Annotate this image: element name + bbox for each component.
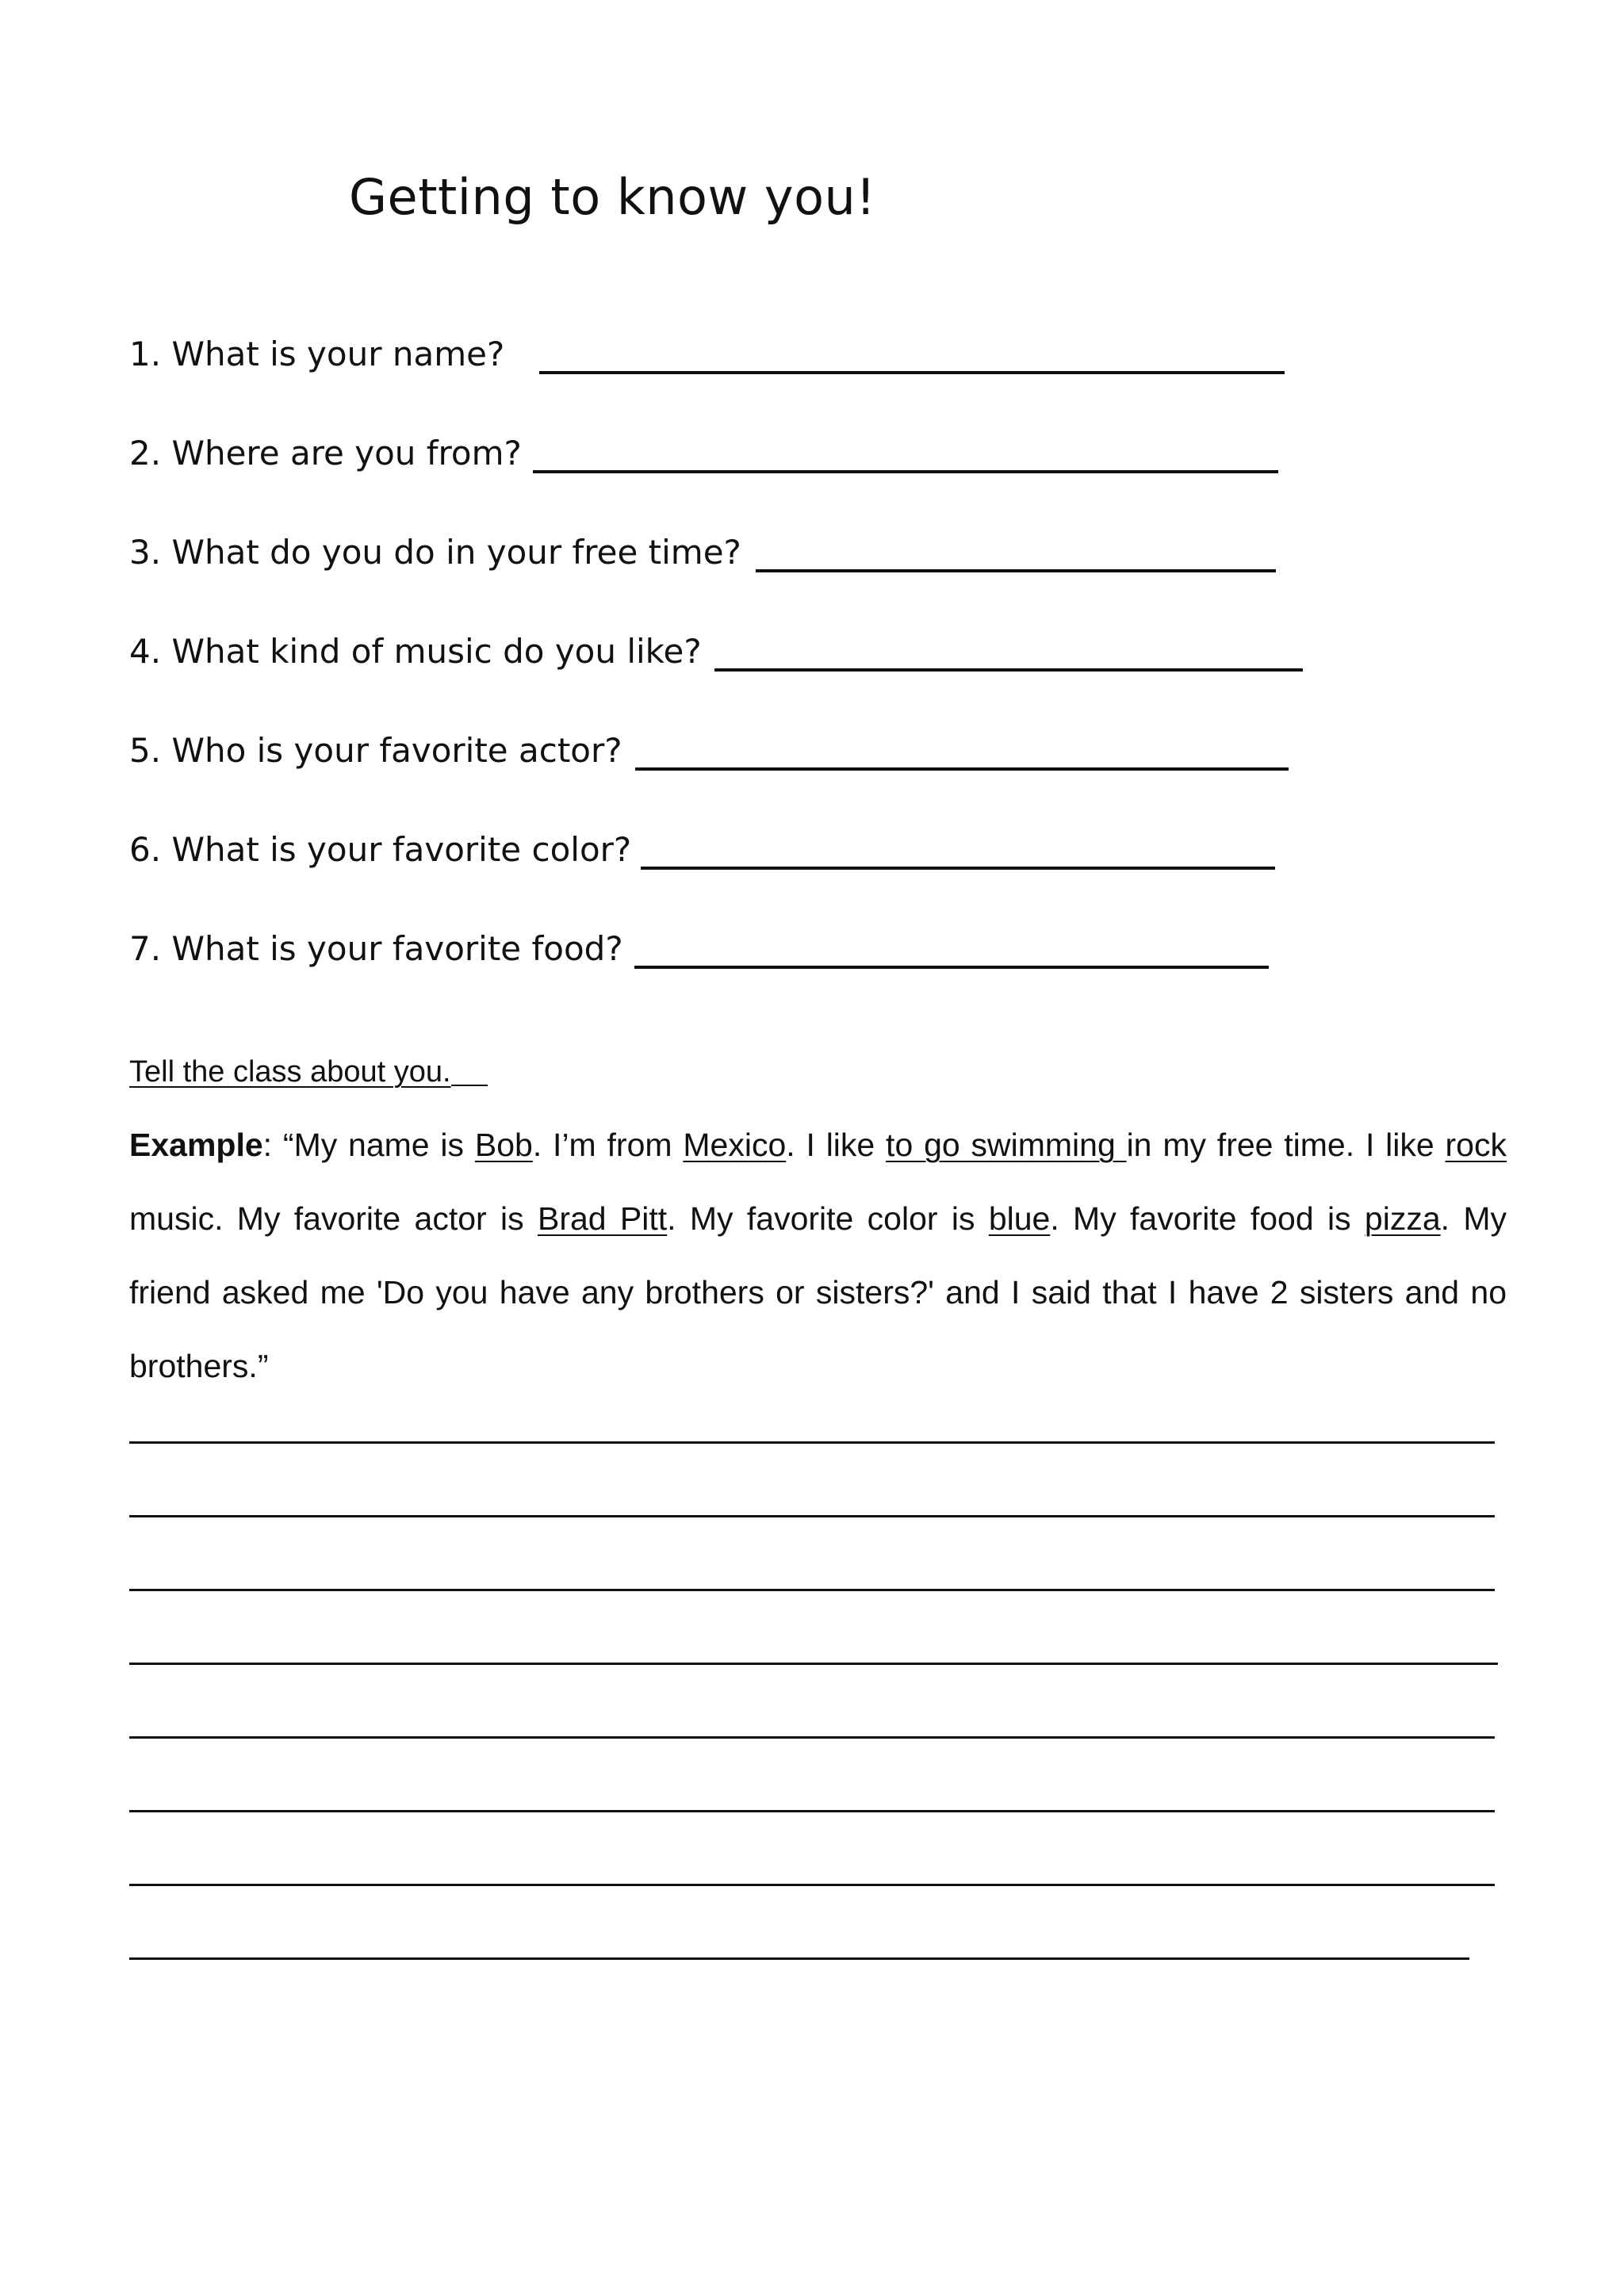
question-1 xyxy=(129,327,1285,374)
question-4-text: 4. What kind of music do you like? xyxy=(129,632,702,671)
question-5 xyxy=(129,723,1289,771)
answer-line-4[interactable] xyxy=(714,668,1303,672)
answer-line-3[interactable] xyxy=(756,569,1276,572)
page-title: Getting to know you! xyxy=(349,168,876,226)
writing-line-7[interactable] xyxy=(129,1884,1495,1886)
question-5-text: 5. Who is your favorite actor? xyxy=(129,731,622,770)
question-4 xyxy=(129,624,1303,672)
example-country: Mexico xyxy=(683,1127,787,1163)
question-7 xyxy=(129,921,1269,969)
writing-line-8[interactable] xyxy=(129,1957,1469,1960)
example-name: Bob xyxy=(474,1127,533,1163)
writing-line-3[interactable] xyxy=(129,1589,1495,1591)
example-food: pizza xyxy=(1364,1200,1441,1237)
question-3-text: 3. What do you do in your free time? xyxy=(129,533,741,572)
example-music: rock xyxy=(1445,1127,1507,1163)
writing-line-6[interactable] xyxy=(129,1810,1495,1812)
question-6 xyxy=(129,822,1275,870)
answer-line-6[interactable] xyxy=(641,867,1275,870)
answer-line-2[interactable] xyxy=(533,470,1278,473)
example-color: blue xyxy=(988,1200,1051,1237)
writing-line-5[interactable] xyxy=(129,1736,1495,1739)
writing-line-2[interactable] xyxy=(129,1515,1495,1517)
example-actor: Brad Pitt xyxy=(537,1200,668,1237)
section-heading: Tell the class about you. xyxy=(129,1054,488,1091)
example-paragraph: Example: “My name is Bob. I’m from Mexico. I like to go swimming in my free time. I like rock music. My favorite actor is Brad Pitt. My favorite color is blue. My favorite food is pizza. My friend asked me 'Do you have any brothers or sisters?' and I said that I have 2 sisters and no brothers.” xyxy=(129,1127,1507,1384)
question-2 xyxy=(129,426,1278,473)
answer-line-7[interactable] xyxy=(634,966,1269,969)
example-activity: to go swimming xyxy=(886,1127,1127,1163)
answer-line-5[interactable] xyxy=(635,767,1289,771)
question-3 xyxy=(129,525,1276,572)
example-label: Example xyxy=(129,1127,263,1163)
answer-line-1[interactable] xyxy=(539,371,1285,374)
writing-line-4[interactable] xyxy=(129,1663,1498,1665)
question-2-text: 2. Where are you from? xyxy=(129,434,522,473)
heading-underline-tail xyxy=(451,1085,488,1086)
question-1-text: 1. What is your name? xyxy=(129,335,505,373)
question-7-text: 7. What is your favorite food? xyxy=(129,929,623,968)
writing-line-1[interactable] xyxy=(129,1441,1495,1444)
question-6-text: 6. What is your favorite color? xyxy=(129,830,632,869)
